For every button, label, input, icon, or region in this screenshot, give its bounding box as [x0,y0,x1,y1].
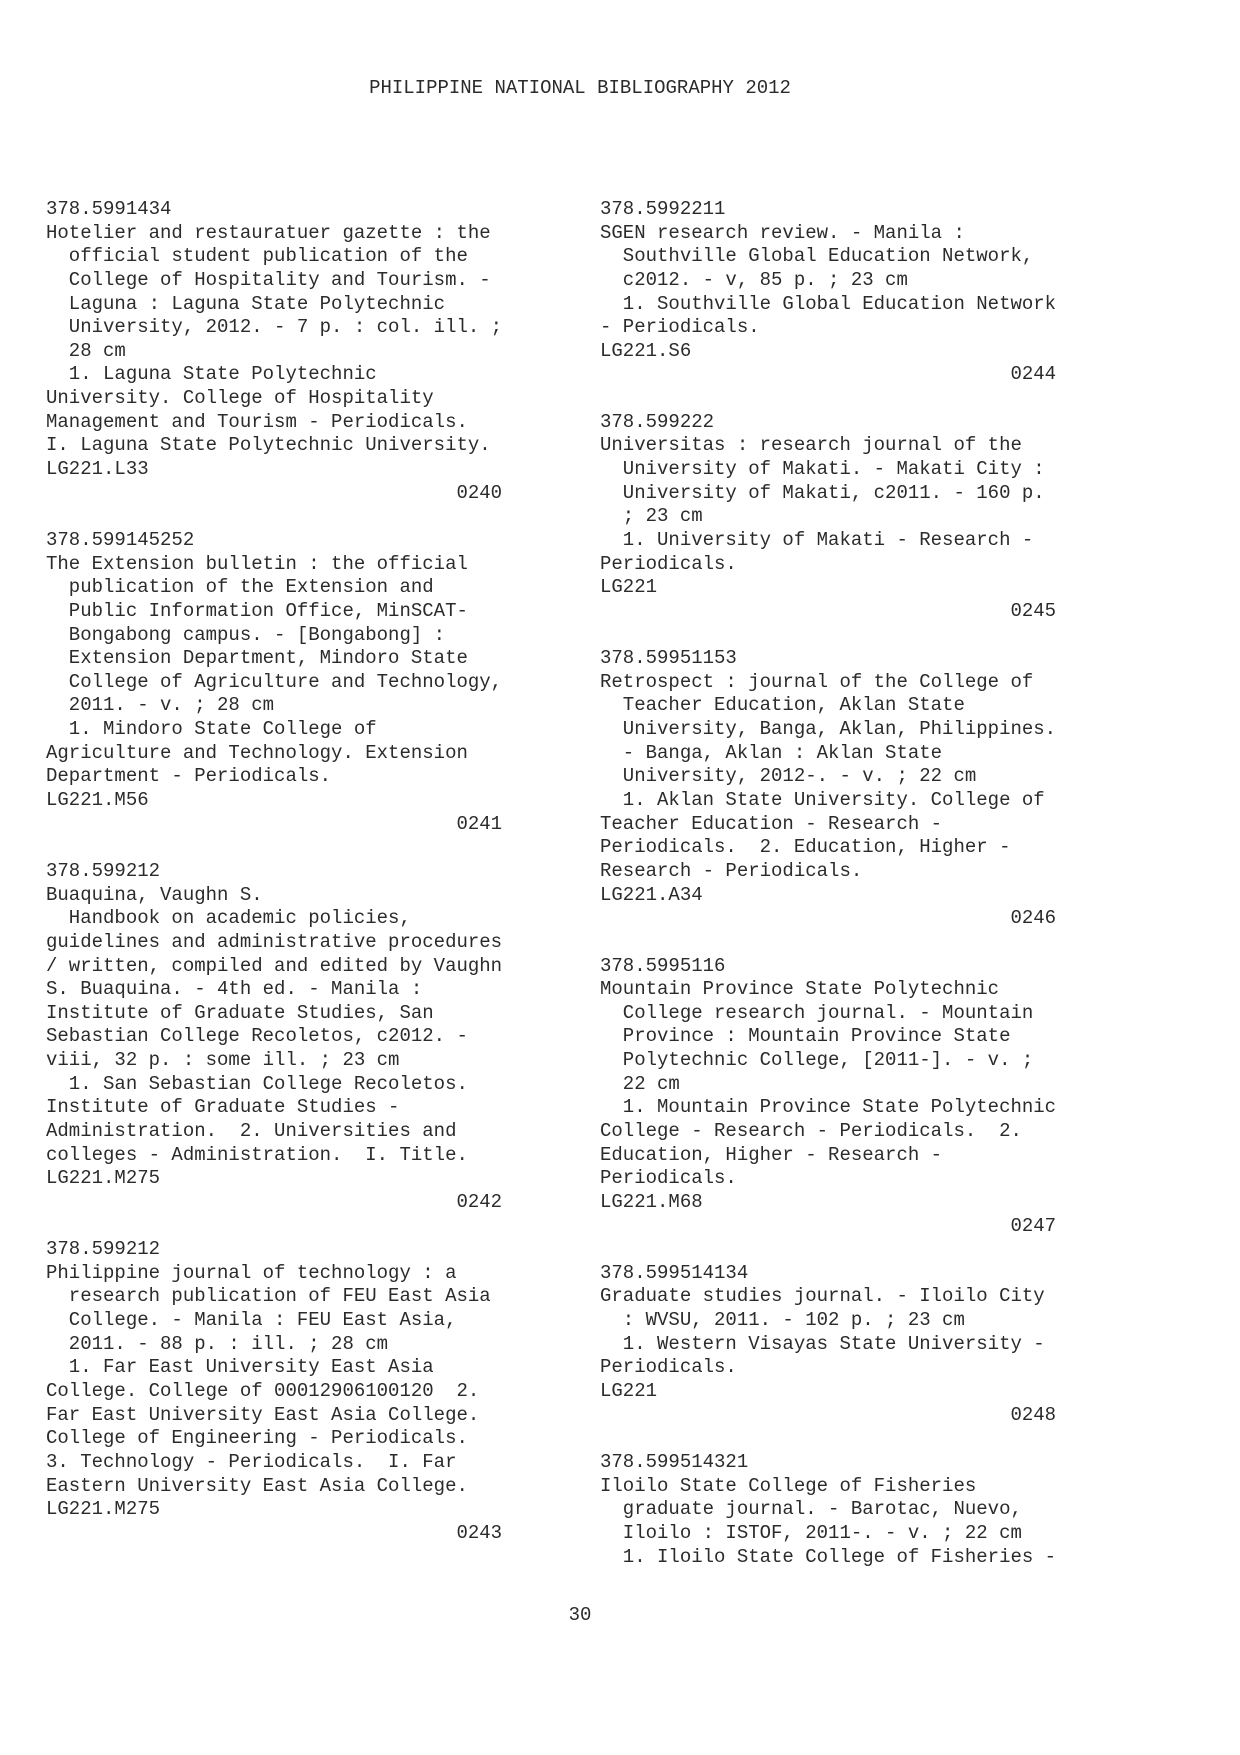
bibliography-line: Iloilo State College of Fisheries [600,1474,977,1497]
page-header: PHILIPPINE NATIONAL BIBLIOGRAPHY 2012 [369,77,791,99]
bibliography-line: University of Makati, c2011. - 160 p. [600,481,1045,504]
bibliography-line: 378.599222 [600,410,715,433]
bibliography-line [46,505,556,529]
bibliography-line: Graduate studies journal. - Iloilo City [600,1285,1045,1308]
bibliography-line: Institute of Graduate Studies - [46,1096,400,1119]
bibliography-line: LG221.M275 [46,1167,161,1190]
bibliography-line: College. - Manila : FEU East Asia, [46,1309,457,1332]
bibliography-line: LG221.M68 [600,1190,703,1213]
bibliography-line: 378.599212 [46,859,161,882]
bibliography-line: publication of the Extension and [46,576,434,599]
bibliography-line: College of Agriculture and Technology, [46,670,503,693]
bibliography-line: Periodicals. [600,1356,737,1379]
bibliography-line: Management and Tourism - Periodicals. [46,410,468,433]
bibliography-line: 28 cm [46,339,126,362]
bibliography-line: 1. San Sebastian College Recoletos. [46,1072,468,1095]
bibliography-line: 0244 [600,363,1057,386]
bibliography-line: viii, 32 p. : some ill. ; 23 cm [46,1049,400,1072]
bibliography-line: graduate journal. - Barotac, Nuevo, [600,1498,1022,1521]
bibliography-line: 1. Iloilo State College of Fisheries - [600,1545,1057,1568]
bibliography-line: College of Engineering - Periodicals. [46,1427,468,1450]
bibliography-line: Southville Global Education Network, [600,245,1034,268]
bibliography-line: University, 2012. - 7 p. : col. ill. ; [46,316,503,339]
bibliography-line: : WVSU, 2011. - 102 p. ; 23 cm [600,1309,965,1332]
bibliography-line: LG221.M275 [46,1498,161,1521]
bibliography-line: 378.599514321 [600,1450,749,1473]
bibliography-line: Eastern University East Asia College. [46,1474,468,1497]
bibliography-line: Administration. 2. Universities and [46,1119,457,1142]
bibliography-line: 1. Aklan State University. College of [600,789,1045,812]
bibliography-line: Mountain Province State Polytechnic [600,978,1000,1001]
bibliography-line: University of Makati. - Makati City : [600,458,1045,481]
bibliography-line: Institute of Graduate Studies, San [46,1001,434,1024]
bibliography-line: 378.599514134 [600,1261,749,1284]
bibliography-line: official student publication of the [46,245,468,268]
bibliography-line: Hotelier and restauratuer gazette : the [46,221,491,244]
bibliography-line [46,1215,556,1239]
bibliography-line: Teacher Education, Aklan State [600,694,965,717]
bibliography-line: Periodicals. [600,552,737,575]
bibliography-line: 0248 [600,1403,1057,1426]
bibliography-line: 3. Technology - Periodicals. I. Far [46,1450,457,1473]
bibliography-line: 378.599145252 [46,528,195,551]
bibliography-line: 22 cm [600,1072,680,1095]
bibliography-line: c2012. - v, 85 p. ; 23 cm [600,268,908,291]
bibliography-line: 378.5995116 [600,954,726,977]
bibliography-line: Province : Mountain Province State [600,1025,1011,1048]
bibliography-line: 378.59951153 [600,647,737,670]
bibliography-line [600,1238,1110,1262]
bibliography-line [600,387,1110,411]
bibliography-line: Philippine journal of technology : a [46,1261,457,1284]
right-column [600,198,1110,1569]
bibliography-line: research publication of FEU East Asia [46,1285,491,1308]
bibliography-line: / written, compiled and edited by Vaughn [46,954,503,977]
bibliography-line: College - Research - Periodicals. 2. [600,1119,1022,1142]
bibliography-line: Periodicals. [600,1167,737,1190]
bibliography-line: LG221.S6 [600,339,692,362]
bibliography-line: 1. Laguna State Polytechnic [46,363,377,386]
bibliography-line: 1. University of Makati - Research - [600,528,1034,551]
bibliography-line: Iloilo : ISTOF, 2011-. - v. ; 22 cm [600,1521,1022,1544]
bibliography-line: Polytechnic College, [2011-]. - v. ; [600,1049,1034,1072]
bibliography-line: 0247 [600,1214,1057,1237]
bibliography-line: 1. Western Visayas State University - [600,1332,1045,1355]
bibliography-line: Handbook on academic policies, [46,907,411,930]
bibliography-line: 0245 [600,599,1057,622]
bibliography-line: University. College of Hospitality [46,387,434,410]
page-number: 30 [568,1604,592,1626]
bibliography-line: Department - Periodicals. [46,765,332,788]
bibliography-line: ; 23 cm [600,505,703,528]
bibliography-line: The Extension bulletin : the official [46,552,468,575]
bibliography-line: 0240 [46,481,503,504]
bibliography-line: Periodicals. 2. Education, Higher - [600,836,1011,859]
bibliography-line: I. Laguna State Polytechnic University. [46,434,491,457]
bibliography-line: 0243 [46,1521,503,1544]
bibliography-line: 0242 [46,1190,503,1213]
bibliography-line: College. College of 00012906100120 2. [46,1380,480,1403]
bibliography-line: SGEN research review. - Manila : [600,221,965,244]
bibliography-line: College research journal. - Mountain [600,1001,1034,1024]
bibliography-line: colleges - Administration. I. Title. [46,1143,468,1166]
bibliography-line: LG221.L33 [46,458,149,481]
bibliography-line: Sebastian College Recoletos, c2012. - [46,1025,468,1048]
bibliography-line: Bongabong campus. - [Bongabong] : [46,623,446,646]
bibliography-line: University, Banga, Aklan, Philippines. [600,718,1057,741]
bibliography-line [46,836,556,860]
bibliography-line: College of Hospitality and Tourism. - [46,268,491,291]
bibliography-line: 2011. - v. ; 28 cm [46,694,275,717]
bibliography-line [600,624,1110,648]
bibliography-line: LG221.A34 [600,883,703,906]
bibliography-line: 1. Southville Global Education Network [600,292,1057,315]
bibliography-line: LG221 [600,576,658,599]
bibliography-line: 2011. - 88 p. : ill. ; 28 cm [46,1332,389,1355]
bibliography-line: Teacher Education - Research - [600,812,943,835]
bibliography-line: Education, Higher - Research - [600,1143,943,1166]
bibliography-line: Laguna : Laguna State Polytechnic [46,292,446,315]
bibliography-line: Extension Department, Mindoro State [46,647,468,670]
bibliography-line [600,1427,1110,1451]
bibliography-line: Retrospect : journal of the College of [600,670,1034,693]
bibliography-line: guidelines and administrative procedures [46,930,503,953]
bibliography-line: Research - Periodicals. [600,859,863,882]
bibliography-line: 0246 [600,907,1057,930]
bibliography-line: Public Information Office, MinSCAT- [46,599,468,622]
bibliography-line: LG221 [600,1380,658,1403]
bibliography-line: Far East University East Asia College. [46,1403,480,1426]
bibliography-line: - Periodicals. [600,316,760,339]
bibliography-line: 378.5992211 [600,198,726,220]
left-column [46,198,556,1546]
bibliography-line: Agriculture and Technology. Extension [46,741,468,764]
bibliography-line: 1. Mindoro State College of [46,718,377,741]
bibliography-line: 0241 [46,812,503,835]
bibliography-line [600,931,1110,955]
bibliography-line: 1. Mountain Province State Polytechnic [600,1096,1057,1119]
bibliography-line: 378.599212 [46,1238,161,1261]
bibliography-line: 1. Far East University East Asia [46,1356,434,1379]
bibliography-line: University, 2012-. - v. ; 22 cm [600,765,977,788]
bibliography-line: 378.5991434 [46,198,172,220]
bibliography-line: LG221.M56 [46,789,149,812]
bibliography-line: Universitas : research journal of the [600,434,1022,457]
bibliography-line: S. Buaquina. - 4th ed. - Manila : [46,978,423,1001]
bibliography-line: Buaquina, Vaughn S. [46,883,263,906]
bibliography-line: - Banga, Aklan : Aklan State [600,741,943,764]
